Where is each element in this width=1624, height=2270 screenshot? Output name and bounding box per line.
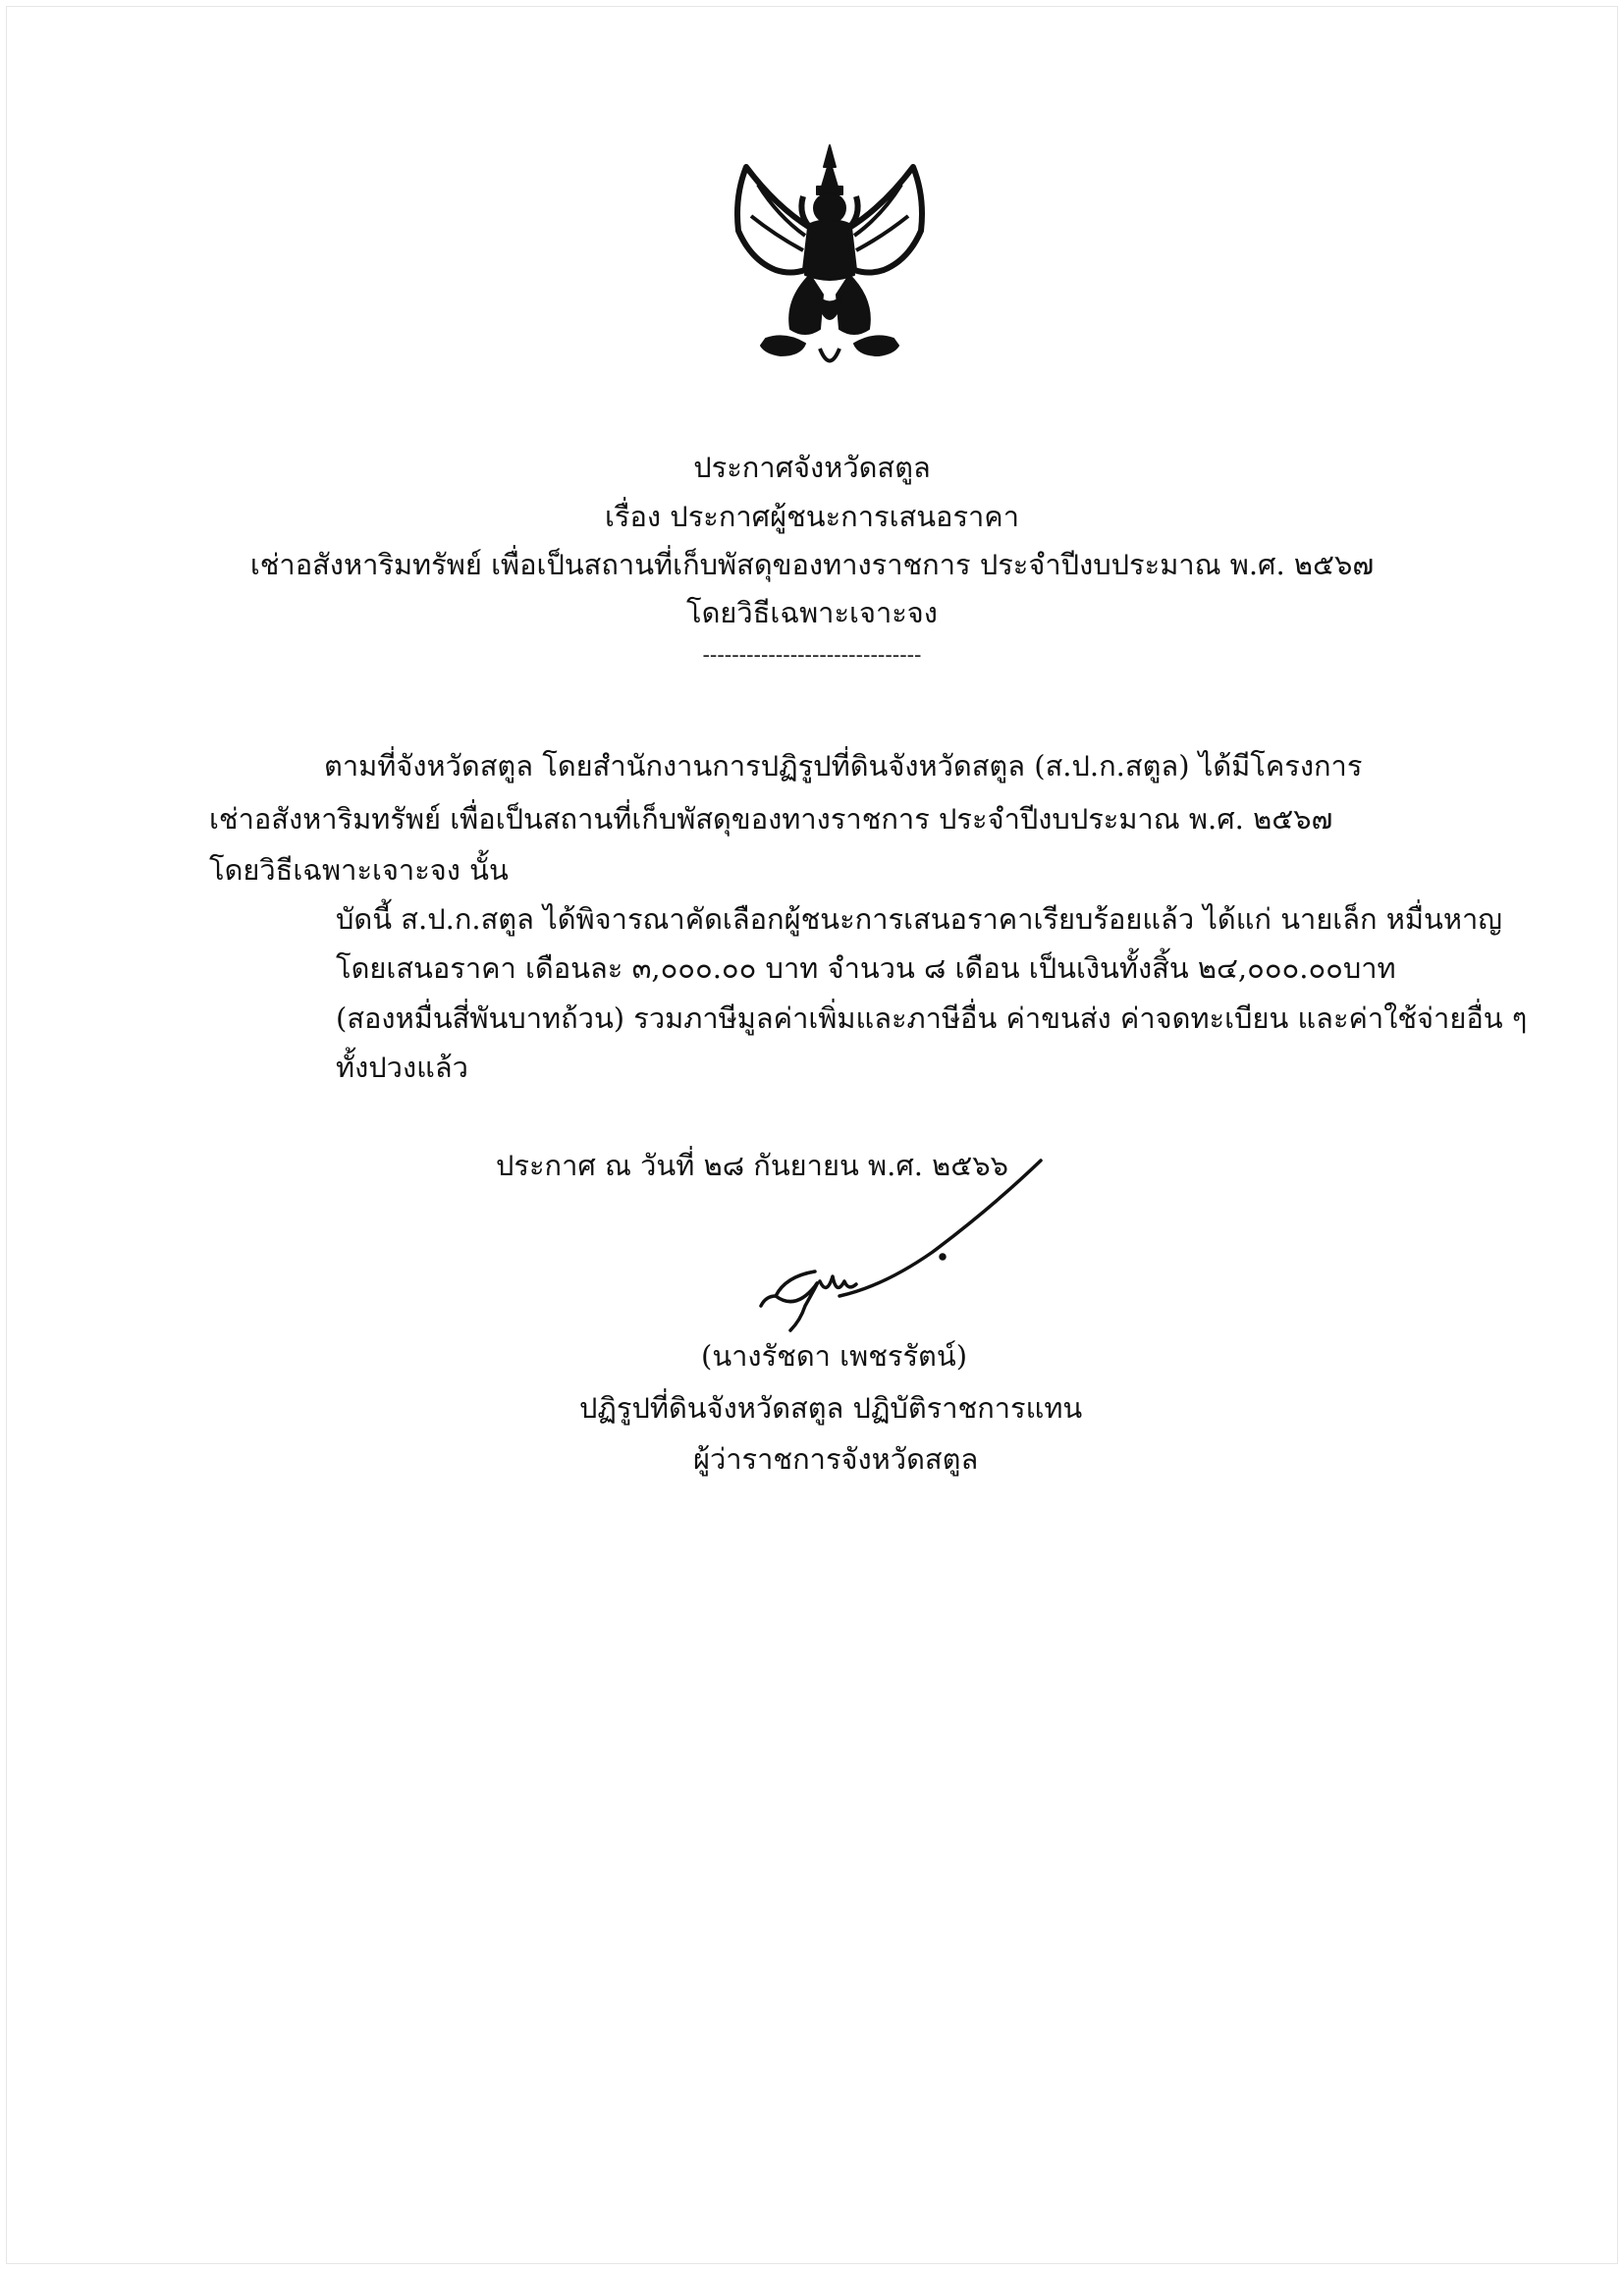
garuda-emblem-icon xyxy=(707,137,952,383)
signer-title: ปฏิรูปที่ดินจังหวัดสตูล ปฏิบัติราชการแทน xyxy=(579,1391,1083,1425)
body-line: เช่าอสังหาริมทรัพย์ เพื่อเป็นสถานที่เก็บพัสดุของทางราชการ ประจำปีงบประมาณ พ.ศ. ๒๕๖๗ xyxy=(209,802,1333,836)
body-line: ตามที่จังหวัดสตูล โดยสำนักงานการปฏิรูปที่ดินจังหวัดสตูล (ส.ป.ก.สตูล) ได้มีโครงการ xyxy=(324,749,1363,783)
announcement-subject: เรื่อง ประกาศผู้ชนะการเสนอราคา xyxy=(605,500,1019,533)
body-line: โดยเสนอราคา เดือนละ ๓,๐๐๐.๐๐ บาท จำนวน ๘ เดือน เป็นเงินทั้งสิ้น ๒๔,๐๐๐.๐๐บาท xyxy=(336,951,1396,985)
body-line: (สองหมื่นสี่พันบาทถ้วน) รวมภาษีมูลค่าเพิ่มและภาษีอื่น ค่าขนส่ง ค่าจดทะเบียน และค่าใช้จ่ายอื่น ๆ xyxy=(336,1001,1528,1035)
body-line: บัดนี้ ส.ป.ก.สตูล ได้พิจารณาคัดเลือกผู้ชนะการเสนอราคาเรียบร้อยแล้ว ได้แก่ นายเล็ก หมื่นหาญ xyxy=(336,902,1502,936)
body-line: ทั้งปวงแล้ว xyxy=(336,1051,468,1084)
body-line: โดยวิธีเฉพาะเจาะจง นั้น xyxy=(209,853,509,887)
handwritten-signature xyxy=(746,1149,1060,1345)
announcement-date: ประกาศ ณ วันที่ ๒๘ กันยายน พ.ศ. ๒๕๖๖ xyxy=(496,1149,1009,1182)
signer-title-governor: ผู้ว่าราชการจังหวัดสตูล xyxy=(693,1442,979,1476)
heading-divider: ------------------------------ xyxy=(702,643,922,668)
signer-name: (นางรัชดา เพชรรัตน์) xyxy=(701,1339,968,1373)
announcement-project: เช่าอสังหาริมทรัพย์ เพื่อเป็นสถานที่เก็บพัสดุของทางราชการ ประจำปีงบประมาณ พ.ศ. ๒๕๖๗ xyxy=(249,548,1375,581)
announcement-method: โดยวิธีเฉพาะเจาะจง xyxy=(686,596,938,629)
announcement-title: ประกาศจังหวัดสตูล xyxy=(693,451,931,484)
